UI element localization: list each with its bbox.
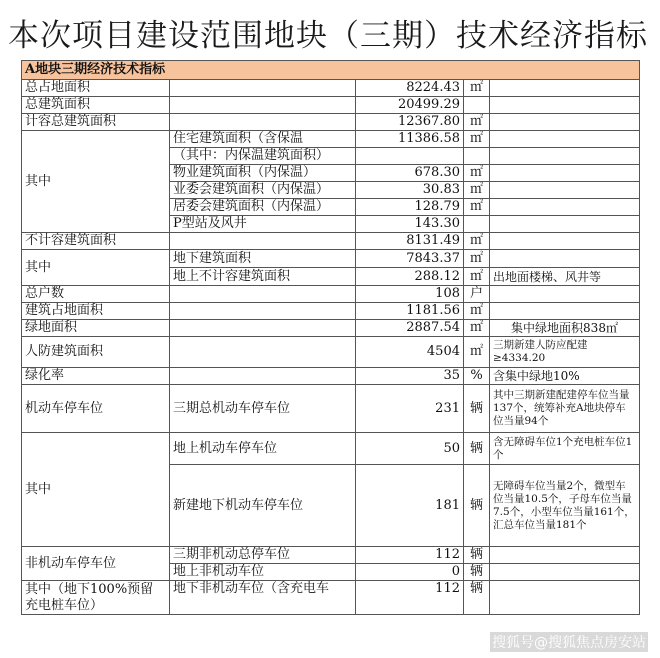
sub-label: 新建地下机动车停车位 bbox=[170, 465, 356, 547]
row-value: 181 bbox=[356, 465, 464, 547]
sub-label: 三期总机动车停车位 bbox=[170, 385, 356, 433]
sub-label: 居委会建筑面积（内保温） bbox=[170, 199, 356, 216]
watermark: 搜狐号@搜狐焦点房安站 bbox=[490, 632, 648, 652]
row-note: 含无障碍车位1个充电桩车位1个 bbox=[490, 433, 640, 465]
row-unit: 辆 bbox=[464, 547, 490, 564]
row-value: 0 bbox=[356, 564, 464, 581]
row-unit: ㎡ bbox=[464, 337, 490, 368]
row-value: 35 bbox=[356, 368, 464, 385]
row-label: 机动车停车位 bbox=[22, 385, 170, 433]
row-value: 4504 bbox=[356, 337, 464, 368]
row-unit: % bbox=[464, 368, 490, 385]
row-label: 总建筑面积 bbox=[22, 97, 170, 114]
row-unit: ㎡ bbox=[464, 320, 490, 337]
row-unit: 辆 bbox=[464, 465, 490, 547]
sub-label: 三期非机动总停车位 bbox=[170, 547, 356, 564]
row-value: 50 bbox=[356, 433, 464, 465]
row-unit: ㎡ bbox=[464, 268, 490, 286]
row-note: 其中三期新建配建停车位当量137个，统筹补充A地块停车位当量94个 bbox=[490, 385, 640, 433]
row-unit: 辆 bbox=[464, 433, 490, 465]
table-header: A地块三期经济技术指标 bbox=[22, 61, 640, 80]
row-unit: 辆 bbox=[464, 564, 490, 581]
row-value: 11386.58 bbox=[356, 131, 464, 148]
row-value: 678.30 bbox=[356, 165, 464, 182]
sub-label: P型站及风井 bbox=[170, 216, 356, 233]
row-value: 143.30 bbox=[356, 216, 464, 233]
row-unit: ㎡ bbox=[464, 131, 490, 148]
row-note: 含集中绿地10% bbox=[490, 368, 640, 385]
row-value: 108 bbox=[356, 286, 464, 303]
row-label: 非机动车停车位 bbox=[22, 547, 170, 581]
row-label: 人防建筑面积 bbox=[22, 337, 170, 368]
sub-label: 住宅建筑面积（含保温 bbox=[170, 131, 356, 148]
row-value: 231 bbox=[356, 385, 464, 433]
row-note: 集中绿地面积838㎡ bbox=[490, 320, 640, 337]
row-unit: ㎡ bbox=[464, 233, 490, 250]
row-value: 1181.56 bbox=[356, 303, 464, 320]
sub-label: 地下建筑面积 bbox=[170, 250, 356, 268]
row-value: 112 bbox=[356, 547, 464, 564]
sub-label: 物业建筑面积（内保温） bbox=[170, 165, 356, 182]
row-note: 出地面楼梯、风井等 bbox=[490, 268, 640, 286]
row-unit: ㎡ bbox=[464, 199, 490, 216]
row-value: 8131.49 bbox=[356, 233, 464, 250]
row-label: 总户数 bbox=[22, 286, 170, 303]
row-unit: 户 bbox=[464, 286, 490, 303]
row-label: 计容总建筑面积 bbox=[22, 114, 170, 131]
row-note: 无障碍车位当量2个，微型车位当量10.5个，子母车位当量7.5个，小型车位当量161个，汇总车位当量181个 bbox=[490, 465, 640, 547]
group-label: 其中 bbox=[22, 250, 170, 286]
page-title: 本次项目建设范围地块（三期）技术经济指标 bbox=[8, 18, 648, 54]
row-unit: ㎡ bbox=[464, 114, 490, 131]
sub-label: 地上机动车停车位 bbox=[170, 433, 356, 465]
row-value: 7843.37 bbox=[356, 250, 464, 268]
group-label: 其中 bbox=[22, 433, 170, 547]
row-unit: ㎡ bbox=[464, 80, 490, 97]
row-value: 8224.43 bbox=[356, 80, 464, 97]
row-value: 288.12 bbox=[356, 268, 464, 286]
sub-label: 地上非机动车位 bbox=[170, 564, 356, 581]
row-note: 三期新建人防应配建≥4334.20 bbox=[490, 337, 640, 368]
row-value: 128.79 bbox=[356, 199, 464, 216]
row-unit: ㎡ bbox=[464, 303, 490, 320]
row-label: 绿地面积 bbox=[22, 320, 170, 337]
row-label: 建筑占地面积 bbox=[22, 303, 170, 320]
sub-label: 地上不计容建筑面积 bbox=[170, 268, 356, 286]
row-unit: 辆 bbox=[464, 581, 490, 615]
row-value: 12367.80 bbox=[356, 114, 464, 131]
row-unit: ㎡ bbox=[464, 182, 490, 199]
row-label: 其中（地下100%预留充电桩车位） bbox=[22, 581, 170, 615]
row-label: 总占地面积 bbox=[22, 80, 170, 97]
sub-label: 地下非机动车位（含充电车 bbox=[170, 581, 356, 615]
row-unit: 辆 bbox=[464, 385, 490, 433]
sub-label: （其中：内保温建筑面积） bbox=[170, 148, 356, 165]
row-value: 30.83 bbox=[356, 182, 464, 199]
row-label: 不计容建筑面积 bbox=[22, 233, 170, 250]
row-unit: ㎡ bbox=[464, 250, 490, 268]
row-value: 20499.29 bbox=[356, 97, 464, 114]
row-unit: ㎡ bbox=[464, 165, 490, 182]
sub-label: 业委会建筑面积（内保温） bbox=[170, 182, 356, 199]
row-label: 绿化率 bbox=[22, 368, 170, 385]
row-value: 2887.54 bbox=[356, 320, 464, 337]
indicator-table bbox=[21, 60, 640, 615]
group-label: 其中 bbox=[22, 131, 170, 233]
row-value: 112 bbox=[356, 581, 464, 615]
